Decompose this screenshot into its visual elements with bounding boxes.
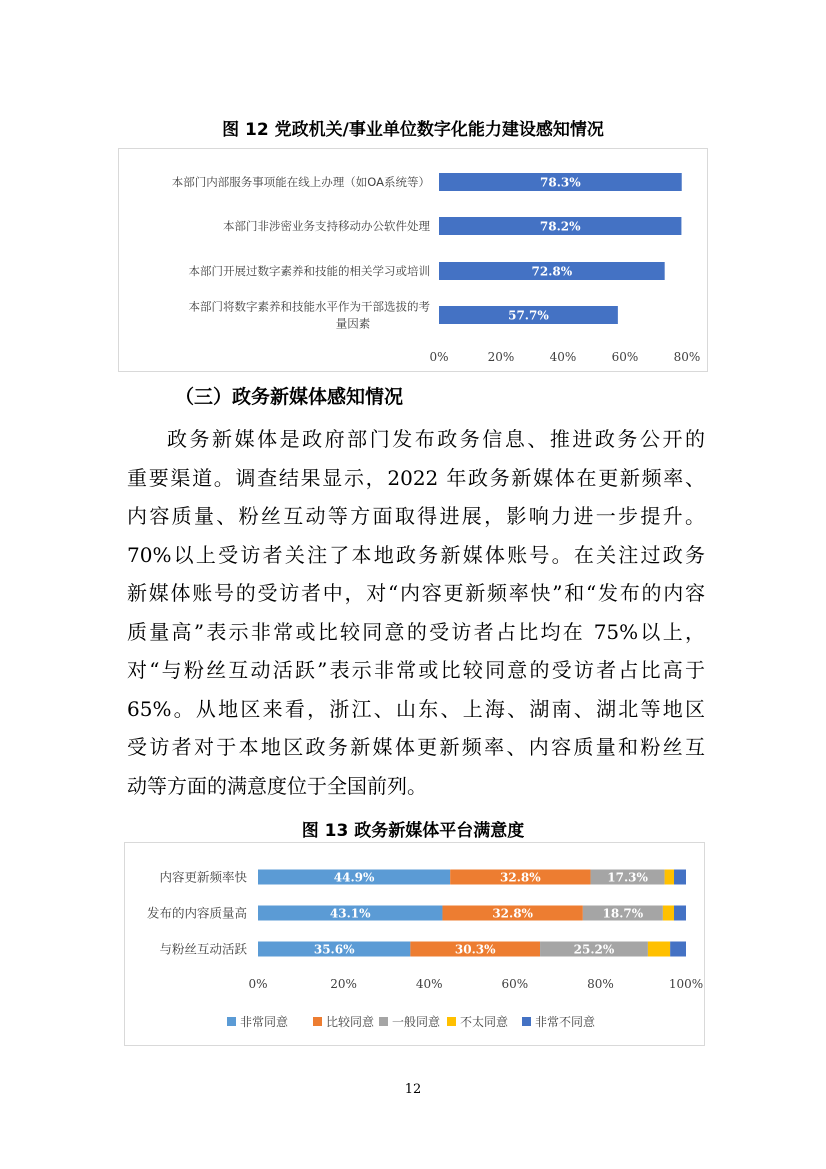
segment-value-label: 25.2% (573, 942, 615, 957)
legend-swatch (313, 1017, 322, 1026)
figure-12-chart (118, 148, 708, 372)
paragraph-line: 政务新媒体是政府部门发布政务信息、推进政务公开的 (167, 427, 705, 451)
x-tick-label: 0% (248, 977, 268, 991)
bar-value-label: 78.3% (540, 175, 581, 190)
x-tick-label: 80% (673, 350, 701, 364)
body-paragraph (127, 420, 705, 805)
stacked-bar-segment (674, 906, 686, 921)
legend-swatch (522, 1017, 531, 1026)
section-heading: （三）政务新媒体感知情况 (175, 386, 404, 408)
legend-label: 非常同意 (240, 1015, 289, 1029)
figure-13-title: 图 13 政务新媒体平台满意度 (301, 821, 525, 841)
page-number: 12 (404, 1082, 422, 1097)
x-tick-label: 0% (429, 350, 449, 364)
category-label: 本部门非涉密业务支持移动办公软件处理 (223, 219, 430, 233)
paragraph-line: 新媒体账号的受访者中，对“内容更新频率快”和“发布的内容 (127, 581, 705, 605)
category-label: 内容更新频率快 (159, 869, 247, 885)
segment-value-label: 18.7% (602, 906, 644, 921)
paragraph-line: 动等方面的满意度位于全国前列。 (127, 773, 427, 798)
stacked-bar-segment (670, 942, 686, 957)
x-tick-label: 40% (549, 350, 577, 364)
figure-12-title: 图 12 党政机关/事业单位数字化能力建设感知情况 (222, 120, 604, 140)
legend-label: 非常不同意 (535, 1015, 596, 1029)
legend-swatch (447, 1017, 456, 1026)
segment-value-label: 35.6% (313, 942, 355, 957)
paragraph-line: 重要渠道。调查结果显示，2022 年政务新媒体在更新频率、 (127, 465, 705, 490)
bar-value-label: 57.7% (508, 308, 549, 323)
figure-12-svg (119, 149, 707, 371)
x-tick-label: 40% (415, 977, 443, 991)
stacked-bar-segment (648, 942, 670, 957)
paragraph-line: 质量高”表示非常或比较同意的受访者占比均在 75%以上， (127, 619, 705, 644)
paragraph-line: 受访者对于本地区政务新媒体更新频率、内容质量和粉丝互 (127, 735, 705, 759)
x-tick-label: 60% (611, 350, 639, 364)
segment-value-label: 43.1% (329, 906, 371, 921)
legend-swatch (379, 1017, 388, 1026)
x-tick-label: 100% (668, 977, 704, 991)
legend-label: 比较同意 (326, 1015, 375, 1029)
segment-value-label: 32.8% (500, 870, 541, 885)
segment-value-label: 17.3% (607, 870, 648, 885)
stacked-bar-segment (674, 870, 686, 885)
bar-value-label: 72.8% (531, 264, 573, 279)
figure-13-svg (125, 843, 704, 1045)
figure-13-chart (124, 842, 705, 1046)
stacked-bar-segment (665, 870, 674, 885)
legend-label: 一般同意 (392, 1015, 441, 1029)
x-tick-label: 80% (587, 977, 614, 991)
legend-label: 不太同意 (460, 1015, 509, 1029)
category-label: 本部门内部服务事项能在线上办理（如OA系统等） (171, 175, 430, 189)
paragraph-line: 70%以上受访者关注了本地政务新媒体账号。在关注过政务 (127, 542, 705, 567)
segment-value-label: 30.3% (454, 942, 496, 957)
category-label: 发布的内容质量高 (146, 905, 247, 921)
category-label: 量因素 (335, 316, 371, 331)
category-label: 与粉丝互动活跃 (159, 941, 247, 957)
x-tick-label: 20% (330, 977, 357, 991)
segment-value-label: 32.8% (492, 906, 533, 921)
x-tick-label: 20% (487, 350, 515, 364)
paragraph-line: 内容质量、粉丝互动等方面取得进展，影响力进一步提升。 (127, 504, 705, 528)
paragraph-line: 对“与粉丝互动活跃”表示非常或比较同意的受访者占比高于 (127, 658, 705, 682)
legend-swatch (227, 1017, 236, 1026)
paragraph-line: 65%。从地区来看，浙江、山东、上海、湖南、湖北等地区 (127, 696, 705, 721)
bar-value-label: 78.2% (539, 219, 581, 234)
segment-value-label: 44.9% (333, 870, 375, 885)
category-label: 本部门开展过数字素养和技能的相关学习或培训 (188, 264, 430, 278)
x-tick-label: 60% (501, 977, 529, 991)
category-label: 本部门将数字素养和技能水平作为干部选拔的考 (188, 299, 430, 314)
stacked-bar-segment (663, 906, 674, 921)
